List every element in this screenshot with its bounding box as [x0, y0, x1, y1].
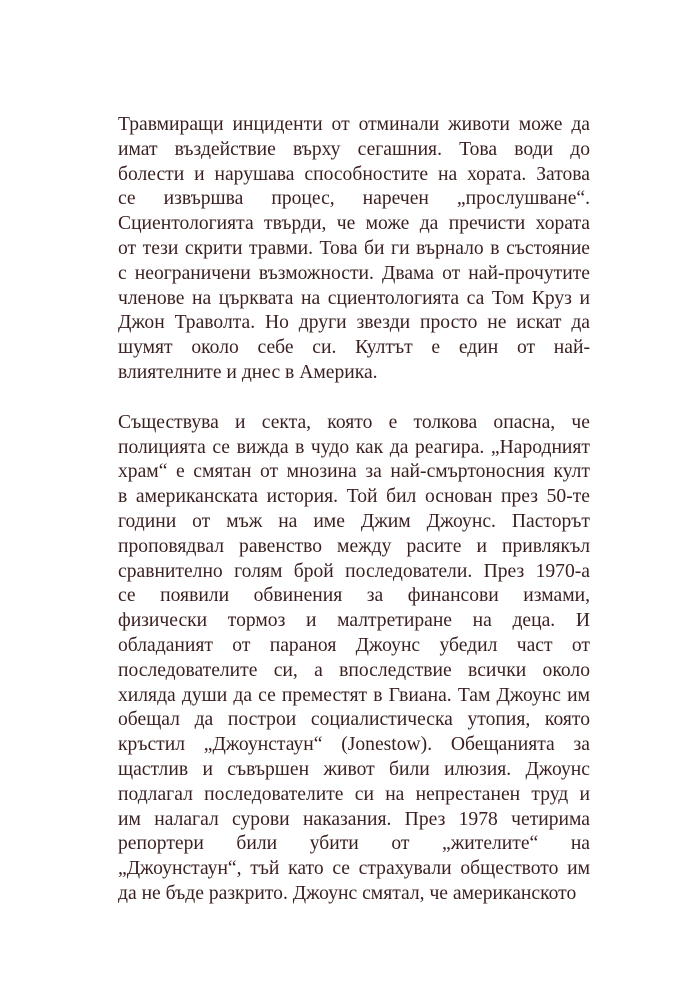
- text-line: репортери били убити от „жителите“ на: [118, 833, 590, 855]
- text-line: години от мъж на име Джим Джоунс. Пасторът: [118, 510, 590, 532]
- text-line: шумят около себе си. Култът е един от най-: [118, 337, 590, 359]
- paragraph-scientology: [118, 113, 590, 386]
- text-line: влиятелните и днес в Америка.: [118, 361, 378, 383]
- text-line: Травмиращи инциденти от отминали животи може да: [118, 114, 590, 135]
- text-line: от тези скрити травми. Това би ги върнало в състояние: [118, 237, 590, 259]
- text-line: подлагал последователите си на непрестанен труд и: [118, 783, 590, 805]
- text-line: щастлив и съвършен живот били илюзия. Джоунс: [118, 758, 590, 780]
- text-line: имат въздействие върху сегашния. Това води до: [118, 138, 590, 160]
- text-line: физически тормоз и малтретиране на деца. И: [118, 610, 590, 632]
- text-line: се извършва процес, наречен „прослушване“.: [118, 188, 590, 210]
- text-line: Съществува и секта, която е толкова опасна, че: [118, 411, 590, 433]
- text-line: в американската история. Той бил основан през 50-те: [118, 486, 590, 508]
- text-line: хиляда души да се преместят в Гвиана. Там Джоунс им: [118, 684, 590, 706]
- text-line: да не бъде разкрито. Джоунс смятал, че американското: [118, 882, 577, 904]
- text-line: се появили обвинения за финансови измами,: [118, 585, 590, 607]
- text-line: храм“ е смятан от мнозина за най-смъртоносния култ: [118, 461, 590, 483]
- text-line: сравнително голям брой последователи. През 1970-а: [118, 560, 590, 582]
- text-line: им налагал сурови наказания. През 1978 четирима: [118, 808, 590, 830]
- text-line: болести и нарушава способностите на хората. Затова: [118, 163, 590, 185]
- text-line: последователите си, а впоследствие всички около: [118, 659, 590, 681]
- text-line: полицията се вижда в чудо как да реагира. „Народният: [118, 436, 590, 458]
- text-line: обладаният от параноя Джоунс убедил част от: [118, 634, 590, 656]
- paragraph-peoples-temple: [118, 411, 590, 907]
- text-line: членове на църквата на сциентологията са Том Круз и: [118, 287, 590, 309]
- text-line: с неограничени възможности. Двама от най-прочутите: [118, 262, 590, 284]
- document-page: [118, 113, 590, 907]
- paragraph-gap: [118, 386, 590, 411]
- text-line: Джон Траволта. Но други звезди просто не искат да: [118, 312, 590, 334]
- text-line: кръстил „Джоунстаун“ (Jonestow). Обещанията за: [118, 734, 590, 756]
- text-line: Сциентологията твърди, че може да пречисти хората: [118, 213, 590, 235]
- text-line: „Джоунстаун“, тъй като се страхували обществото им: [118, 858, 590, 880]
- text-line: обещал да построи социалистическа утопия, която: [118, 709, 590, 731]
- text-line: проповядвал равенство между расите и привлякъл: [118, 535, 590, 557]
